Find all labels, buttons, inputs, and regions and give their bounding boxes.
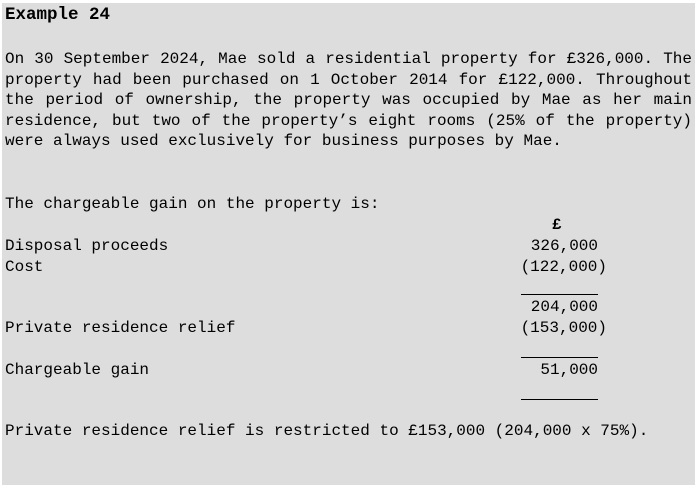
final-rule [521,399,598,400]
conclusion-paragraph: Private residence relief is restricted to £153,000 (204,000 x 75%). [5,422,649,440]
row-value-private-residence-relief: (153,000) [520,319,607,337]
row-value-chargeable-gain: 51,000 [540,361,598,379]
subtotal-rule [521,294,598,295]
currency-column-header: £ [552,216,562,234]
row-value-cost: (122,000) [520,258,607,276]
row-value-subtotal: 204,000 [530,298,598,316]
row-value-disposal-proceeds: 326,000 [530,237,598,255]
row-label-disposal-proceeds: Disposal proceeds [5,237,169,255]
row-label-cost: Cost [5,258,44,276]
row-label-private-residence-relief: Private residence relief [5,319,236,337]
example-title: Example 24 [5,5,111,25]
lead-in-text: The chargeable gain on the property is: [5,195,380,213]
intro-paragraph: On 30 September 2024, Mae sold a residential property for £326,000. The property had been purchased on 1 October 2014 for £122,000. Throughout the period of ownership, the property was occupied by Mae as her main residence, but two of the property’s eight rooms (25% of the property) were always used exclusively for business purposes by Mae. [5,50,692,150]
total-rule [521,357,598,358]
row-label-chargeable-gain: Chargeable gain [5,361,150,379]
